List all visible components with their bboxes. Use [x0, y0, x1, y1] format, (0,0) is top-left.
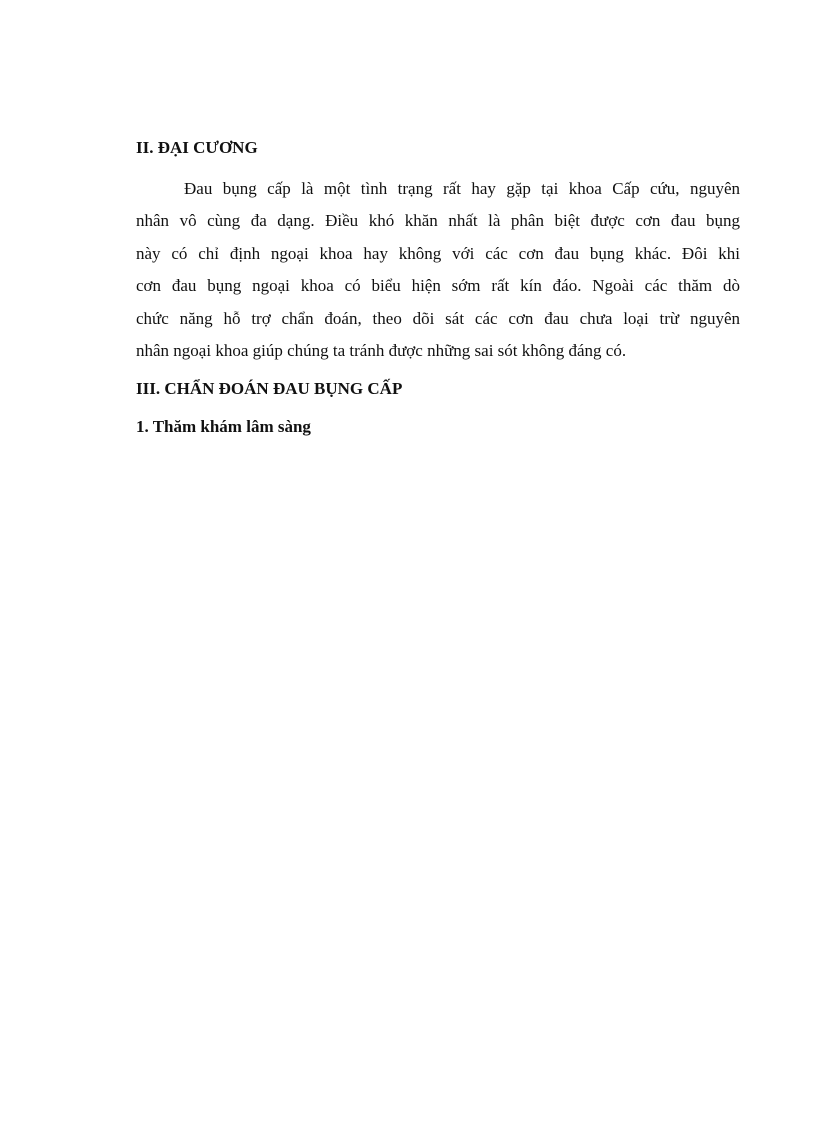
- paragraph-line: Đau bụng cấp là một tình trạng rất hay gặp tại khoa Cấp cứu, nguyên: [184, 179, 740, 198]
- paragraph-line: nhân vô cùng đa dạng. Điều khó khăn nhất là phân biệt được cơn đau bụng: [136, 211, 740, 231]
- document-content: [136, 136, 740, 439]
- section-heading-dai-cuong: II. ĐẠI CƯƠNG: [136, 138, 258, 157]
- paragraph-line: nhân ngoại khoa giúp chúng ta tránh được những sai sót không đáng có.: [136, 340, 627, 360]
- section-heading-chan-doan: III. CHẨN ĐOÁN ĐAU BỤNG CẤP: [136, 379, 403, 399]
- paragraph-line: chức năng hỗ trợ chẩn đoán, theo dõi sát các cơn đau chưa loại trừ nguyên: [136, 308, 740, 328]
- paragraph-line: cơn đau bụng ngoại khoa có biểu hiện sớm rất kín đáo. Ngoài các thăm dò: [136, 276, 740, 296]
- paragraph-line: này có chỉ định ngoại khoa hay không với các cơn đau bụng khác. Đôi khi: [136, 243, 740, 263]
- subsection-heading-tham-kham: 1. Thăm khám lâm sàng: [136, 417, 311, 437]
- dai-cuong-paragraph: [136, 173, 740, 367]
